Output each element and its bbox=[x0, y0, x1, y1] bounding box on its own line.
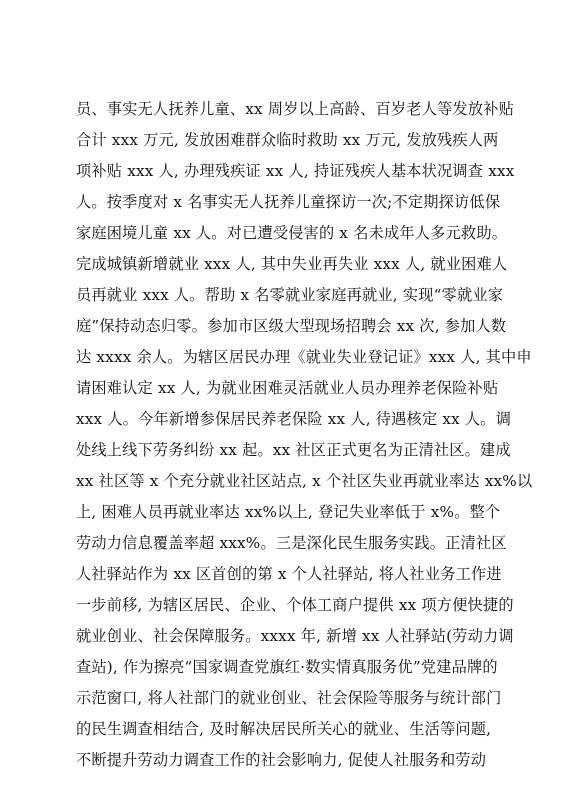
text-line: 人。按季度对 x 名事实无人抚养儿童探访一次;不定期探访低保 bbox=[76, 193, 501, 211]
text-line: 完成城镇新增就业 xxx 人, 其中失业再失业 xxx 人, 就业困难人 bbox=[76, 255, 508, 273]
text-line: 请困难认定 xx 人, 为就业困难灵活就业人员办理养老保险补贴 bbox=[76, 379, 499, 397]
text-line: 人社驿站作为 xx 区首创的第 x 个人社驿站, 将人社业务工作进 bbox=[76, 565, 502, 583]
text-line: 不断提升劳动力调查工作的社会影响力, 促使人社服务和劳动 bbox=[76, 751, 487, 769]
body-text bbox=[76, 94, 533, 776]
text-line: 家庭困境儿童 xx 人。对已遭受侵害的 x 名未成年人多元救助。 bbox=[76, 224, 508, 242]
text-line: 达 xxxx 余人。为辖区居民办理《就业失业登记证》xxx 人, 其中申 bbox=[76, 348, 532, 366]
text-line: 示范窗口, 将人社部门的就业创业、社会保险等服务与统计部门 bbox=[76, 689, 502, 707]
text-line: 项补贴 xxx 人, 办理残疾证 xx 人, 持证残疾人基本状况调查 xxx bbox=[76, 162, 515, 180]
text-line: xx 社区等 x 个充分就业社区站点, x 个社区失业再就业率达 xx%以 bbox=[76, 472, 533, 490]
text-line: 一步前移, 为辖区居民、企业、个体工商户提供 xx 项方便快捷的 bbox=[76, 596, 514, 614]
text-line: 员再就业 xxx 人。帮助 x 名零就业家庭再就业, 实现“零就业家 bbox=[76, 286, 504, 304]
text-line: 上, 困难人员再就业率达 xx%以上, 登记失业率低于 x%。整个 bbox=[76, 503, 501, 521]
text-line: xxx 人。今年新增参保居民养老保险 xx 人, 待遇核定 xx 人。调 bbox=[76, 410, 512, 428]
text-line: 就业创业、社会保障服务。xxxx 年, 新增 xx 人社驿站(劳动力调 bbox=[76, 627, 514, 645]
text-line: 劳动力信息覆盖率超 xxx%。三是深化民生服务实践。正清社区 bbox=[76, 534, 507, 552]
text-line: 查站), 作为擦亮“国家调查党旗红·数实情真服务优”党建品牌的 bbox=[76, 658, 498, 676]
text-line: 合计 xxx 万元, 发放困难群众临时救助 xx 万元, 发放残疾人两 bbox=[76, 131, 499, 149]
text-line: 处线上线下劳务纠纷 xx 起。xx 社区正式更名为正清社区。建成 bbox=[76, 441, 511, 459]
text-line: 庭”保持动态归零。参加市区级大型现场招聘会 xx 次, 参加人数 bbox=[76, 317, 507, 335]
text-line: 的民生调查相结合, 及时解决居民所关心的就业、生活等问题, bbox=[76, 720, 492, 738]
text-line: 员、事实无人抚养儿童、xx 周岁以上高龄、百岁老人等发放补贴 bbox=[76, 100, 515, 118]
